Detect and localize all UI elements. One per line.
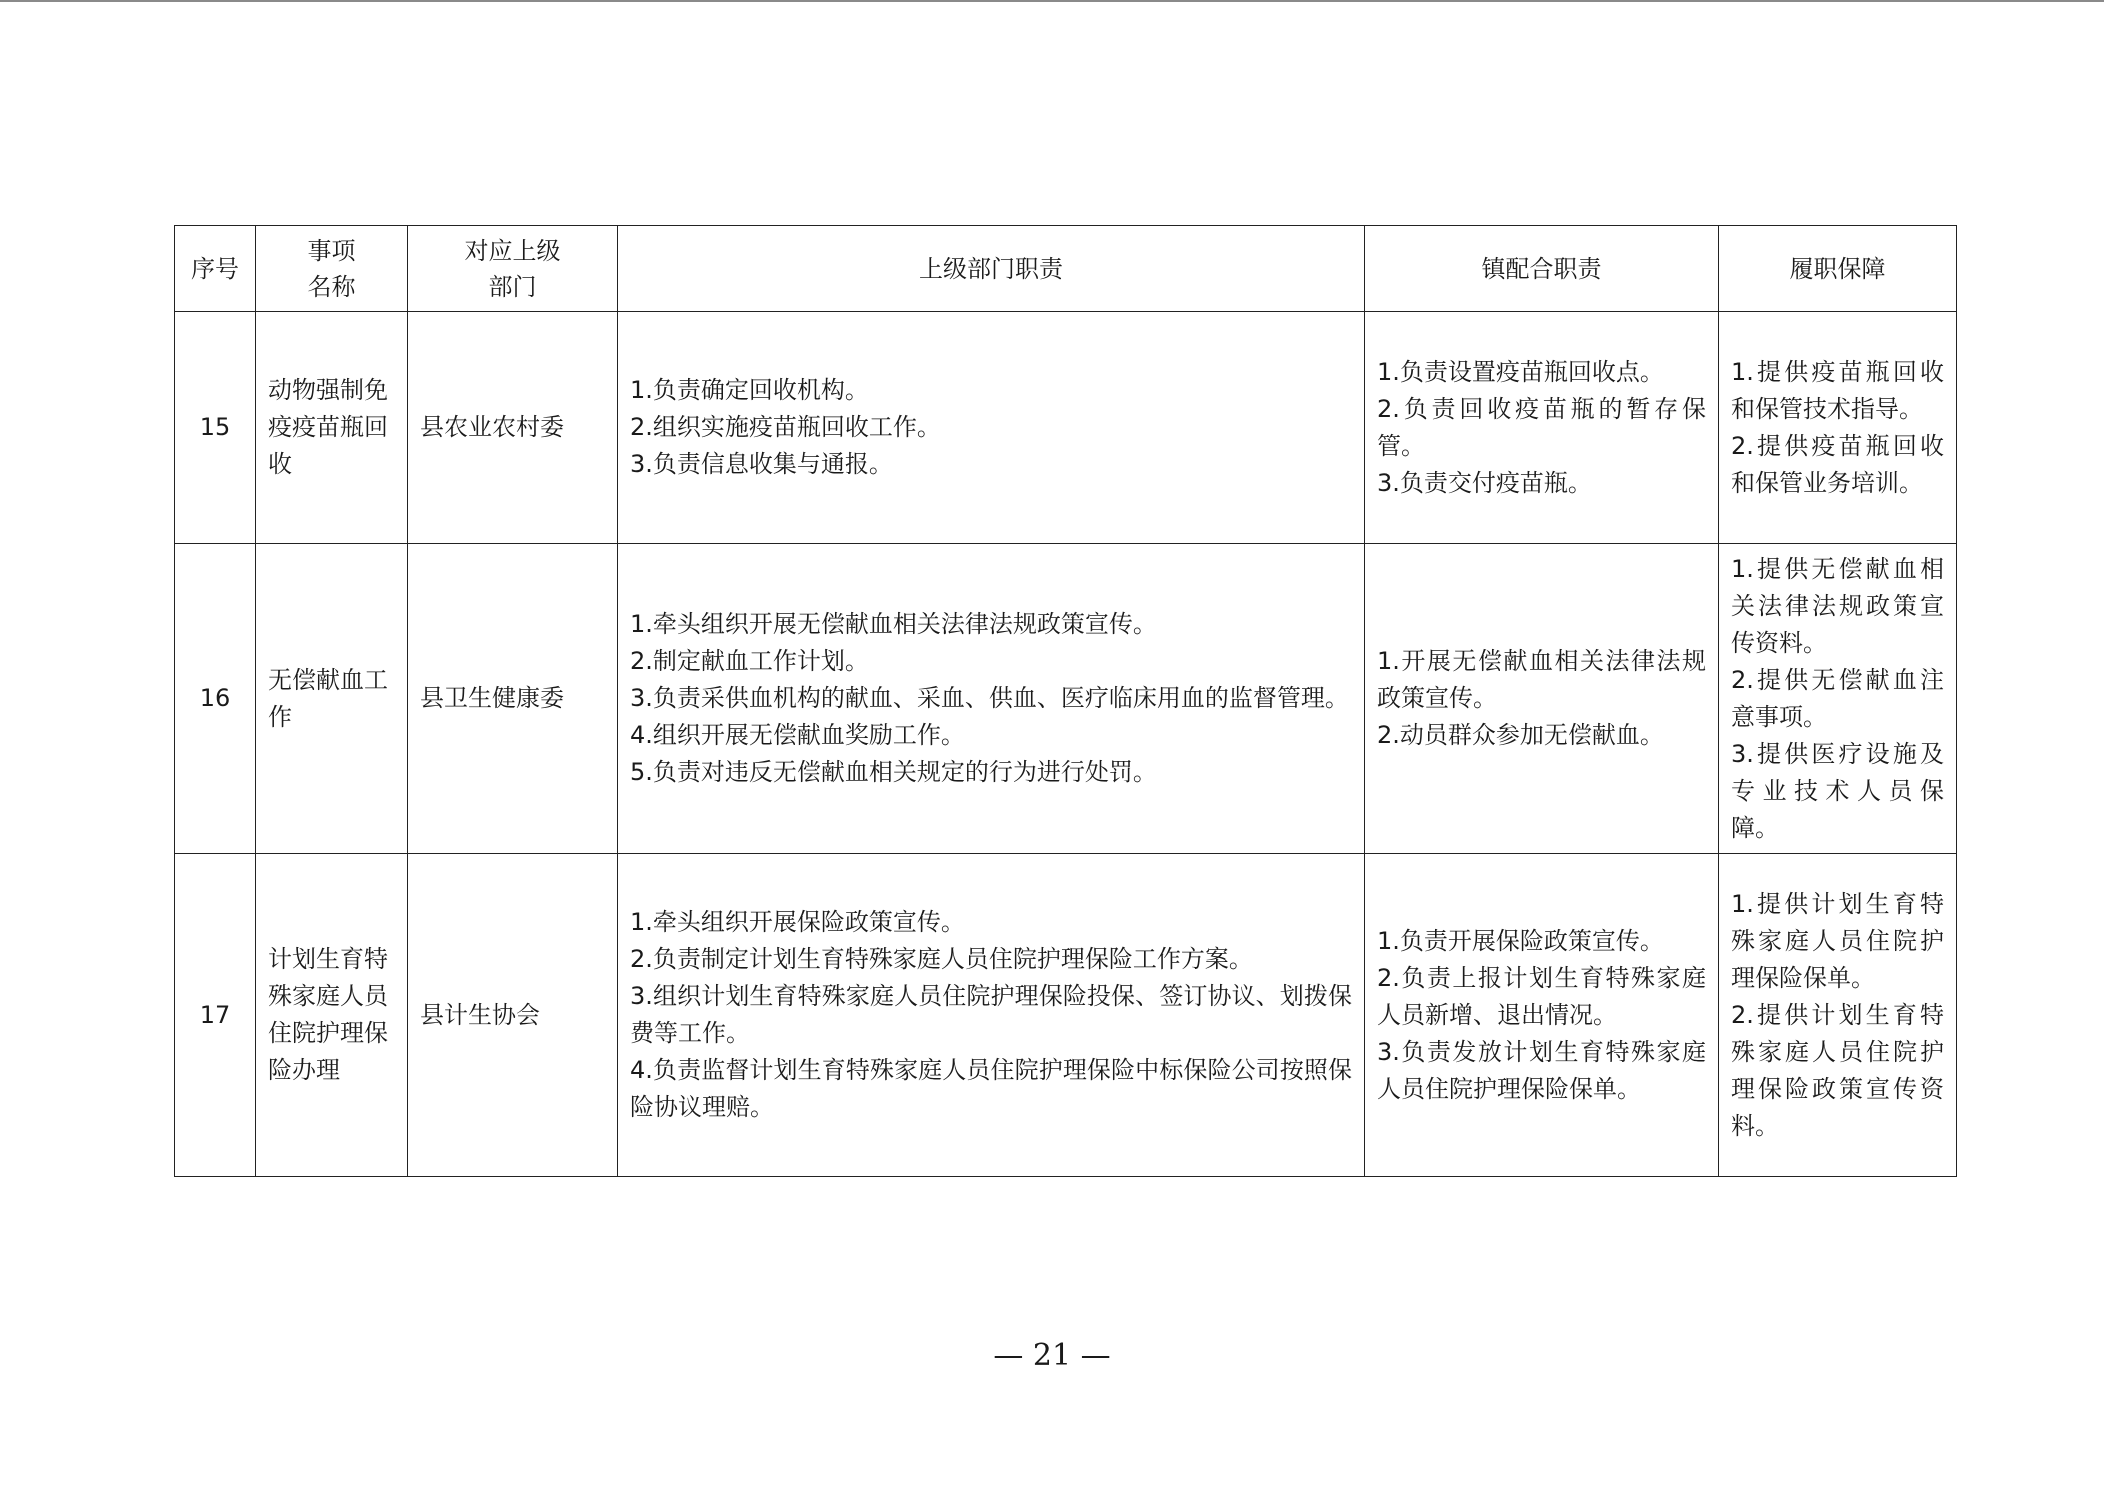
row-guarantee <box>1719 854 1957 1177</box>
duty-list-item: 1.开展无偿献血相关法律法规政策宣传。 <box>1377 647 1706 712</box>
duty-list-item: 2.动员群众参加无偿献血。 <box>1377 721 1664 749</box>
duty-list-item: 2.负责回收疫苗瓶的暂存保管。 <box>1377 394 1706 460</box>
duty-list-item: 1.提供计划生育特殊家庭人员住院护理保险保单。 <box>1731 889 1944 992</box>
duty-list-item: 1.提供疫苗瓶回收和保管技术指导。 <box>1731 357 1944 423</box>
duty-list-item: 3.组织计划生育特殊家庭人员住院护理保险投保、签订协议、划拨保费等工作。 <box>630 982 1352 1047</box>
duty-list-item: 2.提供疫苗瓶回收和保管业务培训。 <box>1731 431 1944 497</box>
page-number: — 21 — <box>993 1338 1111 1373</box>
row-superior-duties <box>618 544 1365 854</box>
duty-list-item: 3.提供医疗设施及专业技术人员保障。 <box>1731 739 1944 842</box>
duty-list-item: 2.组织实施疫苗瓶回收工作。 <box>630 413 941 441</box>
table-row <box>175 544 1957 854</box>
duty-list-item: 1.提供无偿献血相关法律法规政策宣传资料。 <box>1731 554 1944 657</box>
duty-table <box>174 225 1957 1177</box>
row-town-duties <box>1365 544 1719 854</box>
row-superior-department: 县农业农村委 <box>408 312 618 544</box>
header-dept-line-1: 对应上级 <box>464 236 561 265</box>
header-town-duties: 镇配合职责 <box>1365 226 1719 312</box>
row-item-name: 计划生育特殊家庭人员住院护理保险办理 <box>256 854 408 1177</box>
header-serial-number: 序号 <box>175 226 256 312</box>
duty-list-item: 2.负责上报计划生育特殊家庭人员新增、退出情况。 <box>1377 963 1706 1029</box>
duty-list-item: 3.负责信息收集与通报。 <box>630 450 893 478</box>
top-border-line <box>0 0 2104 2</box>
row-item-name: 动物强制免疫疫苗瓶回收 <box>256 312 408 544</box>
duty-list-item: 3.负责发放计划生育特殊家庭人员住院护理保险保单。 <box>1377 1037 1706 1103</box>
table-row <box>175 854 1957 1177</box>
duty-list-item: 2.提供计划生育特殊家庭人员住院护理保险政策宣传资料。 <box>1731 1000 1944 1140</box>
header-superior-department <box>408 226 618 312</box>
header-item-name-line-2: 名称 <box>307 272 356 301</box>
row-town-duties <box>1365 312 1719 544</box>
duty-list-item: 4.负责监督计划生育特殊家庭人员住院护理保险中标保险公司按照保险协议理赔。 <box>630 1056 1352 1121</box>
duty-list-item: 3.负责交付疫苗瓶。 <box>1377 468 1592 497</box>
table-row <box>175 312 1957 544</box>
row-serial-number: 16 <box>175 544 256 854</box>
row-superior-department: 县计生协会 <box>408 854 618 1177</box>
duty-list-item: 1.负责开展保险政策宣传。 <box>1377 926 1664 955</box>
header-guarantee: 履职保障 <box>1719 226 1957 312</box>
header-item-name <box>256 226 408 312</box>
row-item-name: 无偿献血工作 <box>256 544 408 854</box>
duty-list-item: 2.负责制定计划生育特殊家庭人员住院护理保险工作方案。 <box>630 945 1253 973</box>
row-guarantee <box>1719 544 1957 854</box>
row-guarantee <box>1719 312 1957 544</box>
duty-list-item: 4.组织开展无偿献血奖励工作。 <box>630 721 965 749</box>
duty-list-item: 1.牵头组织开展无偿献血相关法律法规政策宣传。 <box>630 610 1157 638</box>
duty-list-item: 1.牵头组织开展保险政策宣传。 <box>630 908 965 936</box>
header-item-name-line-1: 事项 <box>307 236 356 265</box>
header-superior-duties: 上级部门职责 <box>618 226 1365 312</box>
duty-list-item: 2.制定献血工作计划。 <box>630 647 869 675</box>
duty-list-item: 2.提供无偿献血注意事项。 <box>1731 665 1944 731</box>
row-superior-duties <box>618 312 1365 544</box>
duty-list-item: 1.负责确定回收机构。 <box>630 376 869 404</box>
duty-list-item: 3.负责采供血机构的献血、采血、供血、医疗临床用血的监督管理。 <box>630 684 1349 712</box>
duty-list-item: 5.负责对违反无偿献血相关规定的行为进行处罚。 <box>630 758 1157 786</box>
row-serial-number: 17 <box>175 854 256 1177</box>
row-superior-duties <box>618 854 1365 1177</box>
row-superior-department: 县卫生健康委 <box>408 544 618 854</box>
row-town-duties <box>1365 854 1719 1177</box>
row-serial-number: 15 <box>175 312 256 544</box>
header-dept-line-2: 部门 <box>488 272 537 301</box>
duty-list-item: 1.负责设置疫苗瓶回收点。 <box>1377 357 1664 386</box>
table-header-row <box>175 226 1957 312</box>
